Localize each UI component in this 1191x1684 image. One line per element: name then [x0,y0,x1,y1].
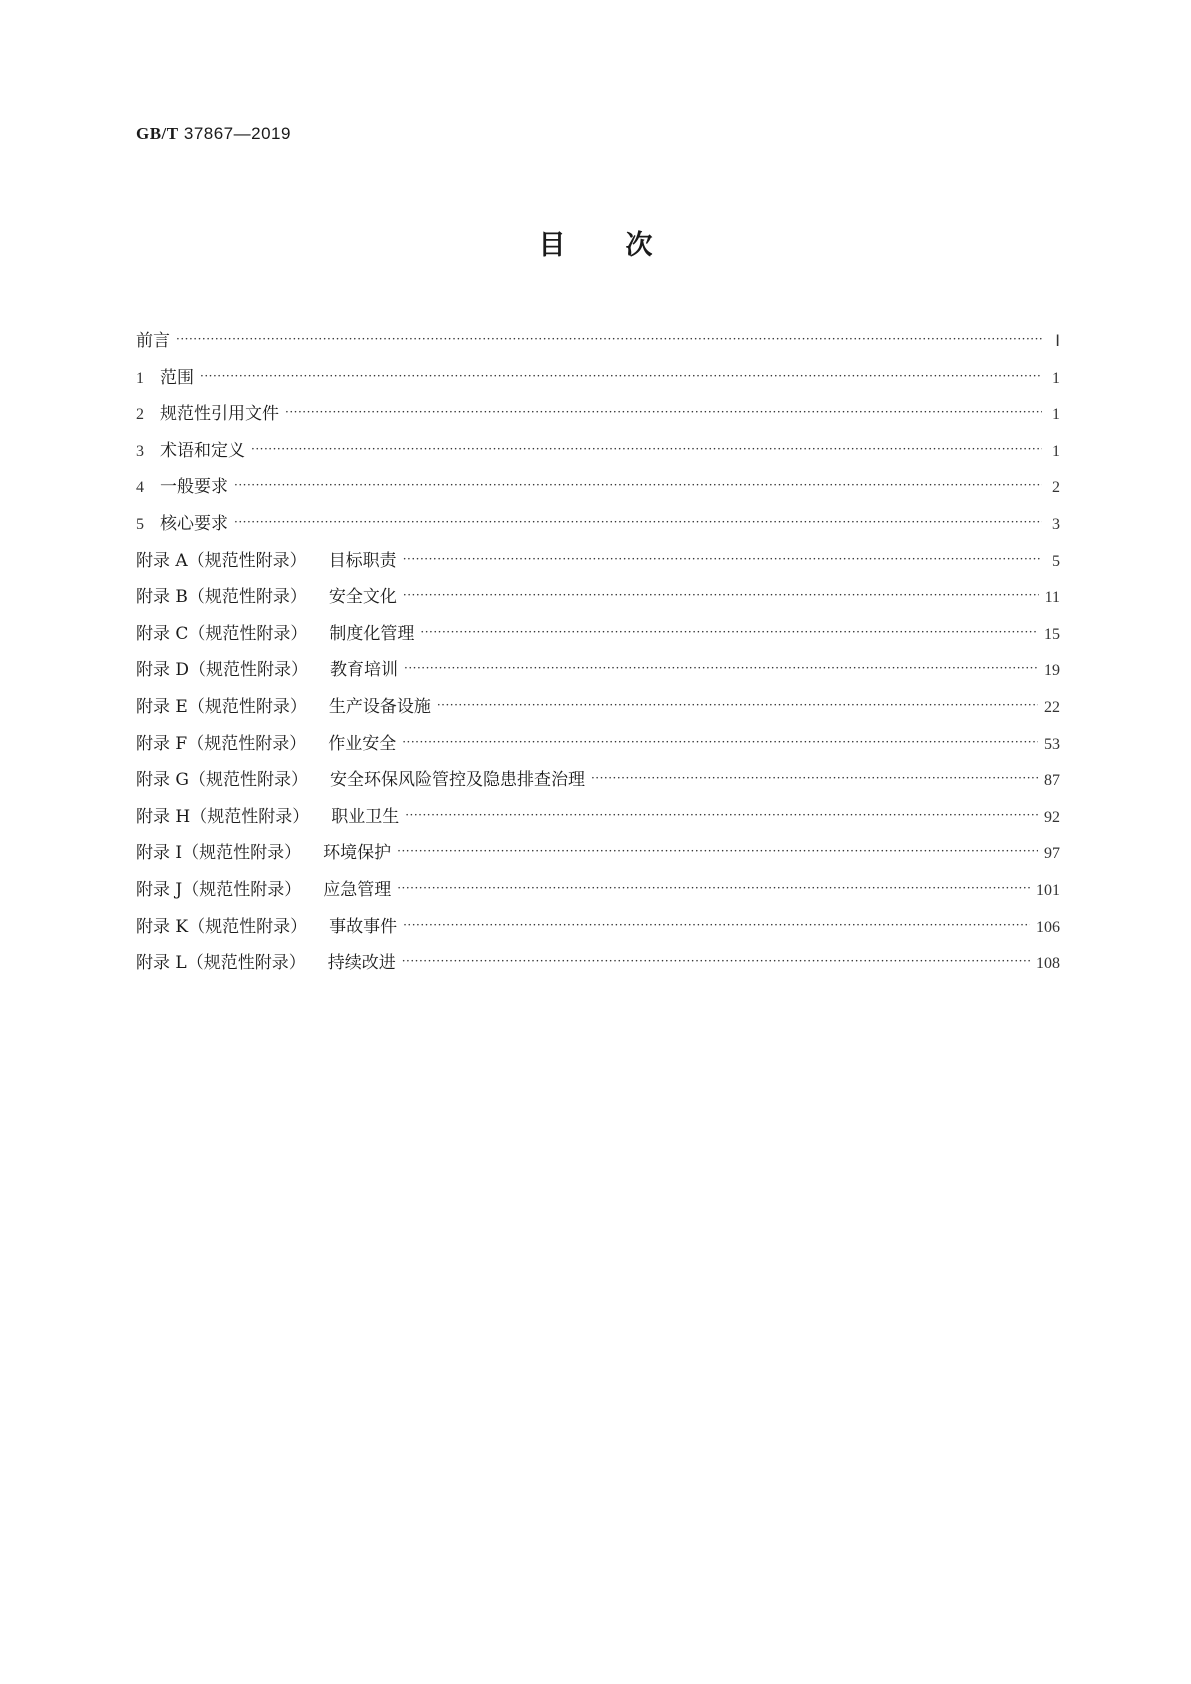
toc-entry-title: 术语和定义 [160,440,245,461]
toc-leader-dots [403,907,1030,944]
toc-entry-label [136,835,391,872]
toc-entry-label [160,360,194,397]
toc-entry-number: 5 [136,515,144,533]
toc-entry-subtitle: 持续改进 [327,953,396,974]
toc-entry[interactable] [136,433,1060,470]
toc-entry[interactable] [136,506,1060,543]
toc-entry-title: 附录 E（规范性附录） [136,696,307,717]
toc-leader-dots [285,394,1042,431]
toc-entry-title: 附录 J（规范性附录） [136,879,302,900]
toc-entry[interactable] [136,872,1060,909]
toc-entry-page: 53 [1044,735,1060,753]
toc-entry[interactable] [136,945,1060,982]
toc-entry-page: 1 [1052,442,1060,460]
toc-entry-page: 97 [1044,845,1060,863]
toc-entry-label [160,433,245,470]
toc-entry-title: 规范性引用文件 [160,404,279,425]
toc-entry-title: 附录 B（规范性附录） [136,587,307,608]
toc-entry[interactable] [136,616,1060,653]
standard-code-number: 37867—2019 [183,124,291,143]
toc-leader-dots [437,687,1038,724]
toc-leader-dots [404,650,1038,687]
toc-entry-title: 附录 L（规范性附录） [136,953,306,974]
toc-entry-page: 87 [1044,772,1060,790]
toc-entry-page: 1 [1052,406,1060,424]
toc-entry-page: 11 [1044,589,1060,607]
toc-entry-label [136,689,431,726]
toc-entry-number: 3 [136,442,144,460]
toc-entry[interactable] [136,689,1060,726]
toc-entry-label [160,506,228,543]
toc-entry-title: 附录 H（规范性附录） [136,806,310,827]
toc-entry-page: 2 [1052,479,1060,497]
toc-entry-page: 101 [1036,881,1060,899]
toc-entry-title: 前言 [136,331,170,351]
toc-leader-dots [403,541,1042,578]
toc-entry-title: 附录 I（规范性附录） [136,843,302,864]
toc-entry[interactable] [136,726,1060,763]
toc-entry-title: 附录 A（规范性附录） [136,550,307,571]
toc-entry-subtitle: 事故事件 [329,916,398,937]
toc-entry-page: 19 [1044,662,1060,680]
toc-entry-subtitle: 制度化管理 [329,623,415,644]
toc-entry-title: 一般要求 [160,477,228,498]
toc-entry[interactable] [136,579,1060,616]
toc-entry-subtitle: 目标职责 [328,550,397,571]
toc-entry-subtitle: 应急管理 [323,879,392,900]
toc-entry-label [136,799,399,836]
toc-leader-dots [402,943,1030,980]
table-of-contents [136,323,1060,982]
toc-entry[interactable] [136,469,1060,506]
toc-leader-dots [405,797,1038,834]
toc-entry-title: 附录 F（规范性附录） [136,733,307,754]
toc-entry-subtitle: 安全环保风险管控及隐患排查治理 [329,770,585,791]
toc-entry-page: Ⅰ [1055,333,1060,350]
toc-entry-page: 22 [1044,698,1060,716]
standard-code [136,124,291,144]
toc-leader-dots [200,358,1042,395]
toc-entry[interactable] [136,323,1060,360]
toc-leader-dots [402,724,1038,761]
toc-entry-label [136,726,396,763]
toc-leader-dots [591,760,1038,797]
toc-leader-dots [403,577,1039,614]
toc-title: 目次 [538,230,713,261]
toc-entry-subtitle: 环境保护 [323,843,392,864]
toc-entry[interactable] [136,909,1060,946]
toc-entry-title: 核心要求 [160,513,228,534]
toc-entry-subtitle: 职业卫生 [331,806,400,827]
toc-entry-title: 范围 [160,367,194,388]
toc-entry[interactable] [136,835,1060,872]
toc-entry-page: 106 [1036,918,1060,936]
toc-leader-dots [420,614,1038,651]
toc-entry-page: 15 [1044,625,1060,643]
toc-leader-dots [397,833,1038,870]
toc-entry-title: 附录 G（规范性附录） [136,770,308,791]
toc-entry-label [136,579,397,616]
toc-leader-dots [234,504,1042,541]
toc-entry-page: 92 [1044,808,1060,826]
toc-entry-page: 108 [1036,955,1060,973]
toc-entry-title: 附录 D（规范性附录） [136,660,309,681]
toc-entry[interactable] [136,799,1060,836]
toc-entry-label [136,945,396,982]
toc-entry[interactable] [136,762,1060,799]
toc-entry-number: 1 [136,369,144,387]
toc-entry-label [136,616,414,653]
toc-leader-dots [251,431,1042,468]
toc-entry-page: 3 [1052,515,1060,533]
toc-entry-number: 4 [136,479,144,497]
toc-entry-number: 2 [136,406,144,424]
toc-leader-dots [397,870,1030,907]
toc-entry-page: 1 [1052,369,1060,387]
toc-entry-label [136,543,397,580]
toc-entry-subtitle: 安全文化 [328,587,397,608]
toc-entry-label [136,652,398,689]
toc-entry[interactable] [136,396,1060,433]
toc-entry-subtitle: 作业安全 [328,733,397,754]
toc-entry[interactable] [136,652,1060,689]
toc-entry-label [160,469,228,506]
toc-entry-title: 附录 C（规范性附录） [136,623,308,644]
toc-entry[interactable] [136,543,1060,580]
toc-entry-label [136,872,391,909]
toc-entry-label [136,762,585,799]
toc-entry-page: 5 [1052,552,1060,570]
standard-code-prefix: GB/T [136,124,179,143]
toc-entry-title: 附录 K（规范性附录） [136,916,308,937]
toc-entry[interactable] [136,360,1060,397]
toc-entry-label [136,909,397,946]
toc-entry-subtitle: 教育培训 [330,660,399,681]
toc-leader-dots [234,467,1042,504]
toc-entry-label [160,396,279,433]
toc-entry-label [136,323,170,360]
toc-entry-subtitle: 生产设备设施 [328,696,431,717]
toc-leader-dots [176,321,1042,358]
